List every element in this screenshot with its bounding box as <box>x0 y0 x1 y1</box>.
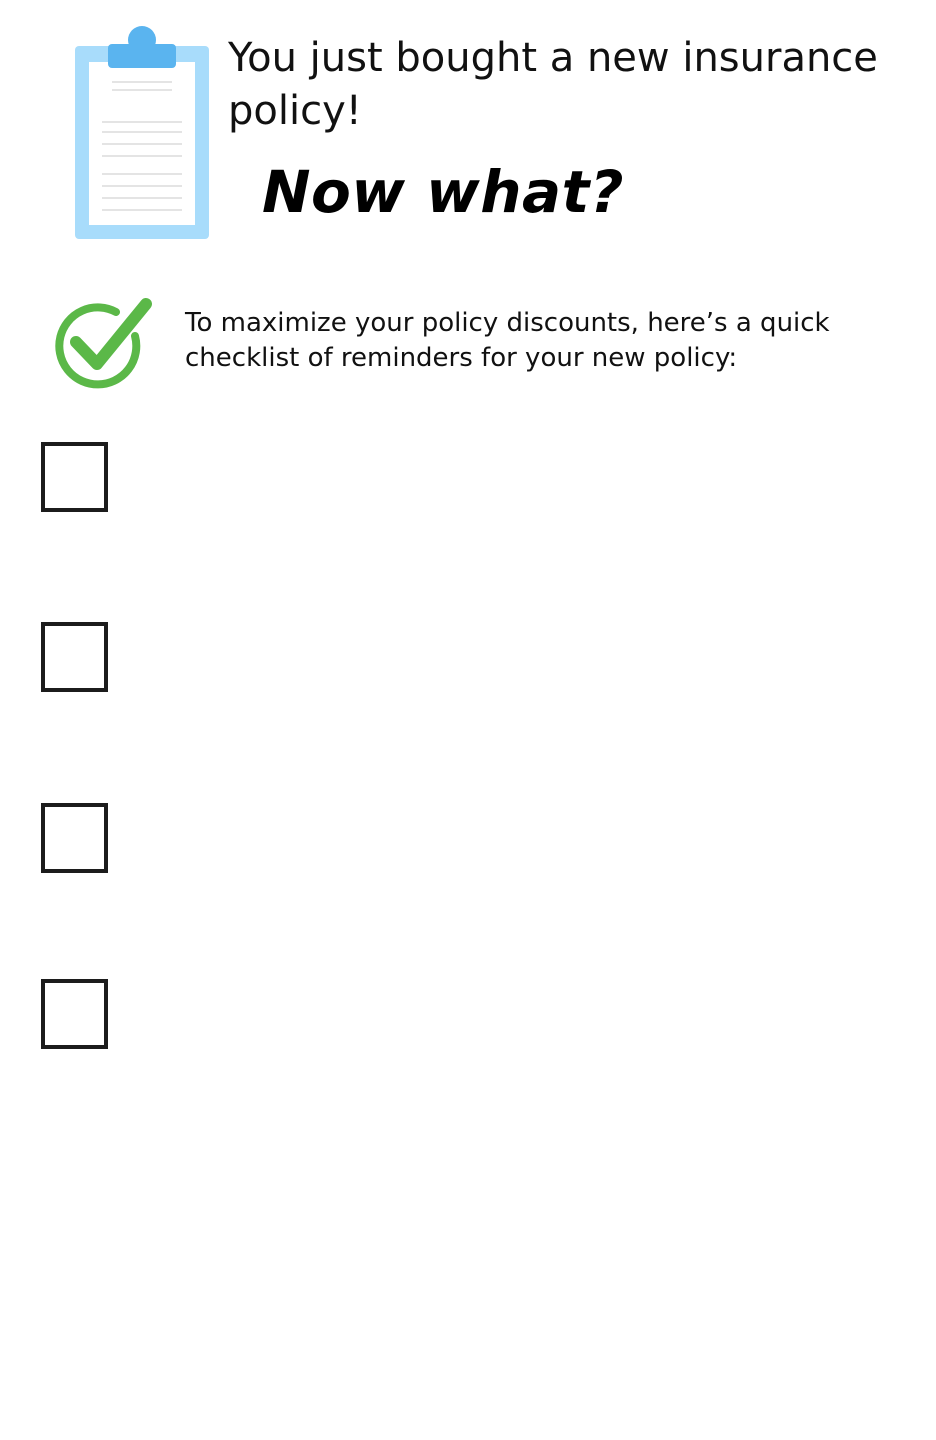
checklist-checkbox[interactable] <box>41 622 108 692</box>
page-title: You just bought a new insurance policy! <box>228 35 878 134</box>
checklist-checkbox[interactable] <box>41 442 108 512</box>
checklist-checkbox[interactable] <box>41 979 108 1049</box>
checklist-checkbox[interactable] <box>41 803 108 873</box>
intro-text: To maximize your policy discounts, here’s a quick checklist of reminders for your new policy: <box>185 308 830 373</box>
green-checkmark-icon <box>52 296 152 390</box>
clipboard-icon <box>72 24 212 242</box>
page-subtitle: Now what? <box>262 158 625 226</box>
